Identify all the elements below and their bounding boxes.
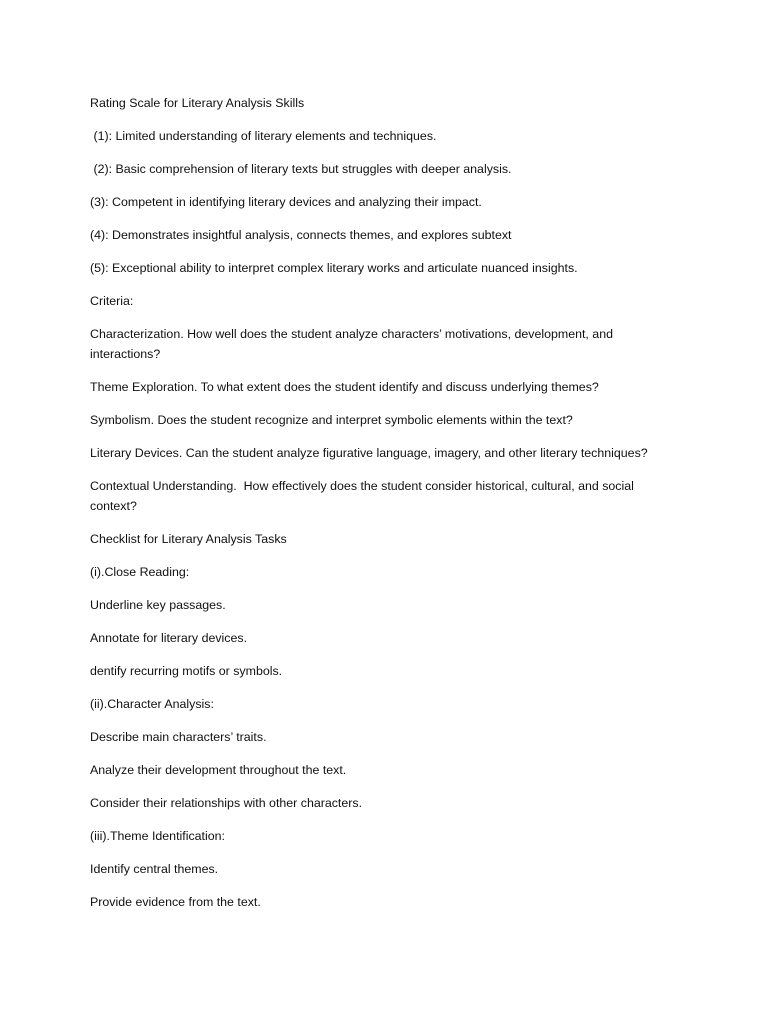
- close-reading-heading: (i).Close Reading:: [90, 565, 190, 579]
- criteria-literary-devices: Literary Devices. Can the student analyze figurative language, imagery, and other literary techniques?: [90, 446, 648, 460]
- criteria-symbolism: Symbolism. Does the student recognize and interpret symbolic elements within the text?: [90, 413, 573, 427]
- close-reading-item: dentify recurring motifs or symbols.: [90, 664, 283, 678]
- close-reading-item: Underline key passages.: [90, 598, 226, 612]
- character-analysis-item: Describe main characters’ traits.: [90, 730, 267, 744]
- rating-scale-item-2: (2): Basic comprehension of literary texts but struggles with deeper analysis.: [90, 162, 512, 176]
- criteria-heading: Criteria:: [90, 294, 134, 308]
- theme-identification-item: Provide evidence from the text.: [90, 895, 261, 909]
- checklist-heading: Checklist for Literary Analysis Tasks: [90, 532, 287, 546]
- rating-scale-item-1: (1): Limited understanding of literary elements and techniques.: [90, 129, 437, 143]
- rating-scale-item-4: (4): Demonstrates insightful analysis, connects themes, and explores subtext: [90, 228, 512, 242]
- theme-identification-item: Identify central themes.: [90, 862, 219, 876]
- character-analysis-item: Consider their relationships with other characters.: [90, 796, 363, 810]
- rating-scale-item-3: (3): Competent in identifying literary devices and analyzing their impact.: [90, 195, 482, 209]
- theme-identification-heading: (iii).Theme Identification:: [90, 829, 225, 843]
- rating-scale-item-5: (5): Exceptional ability to interpret complex literary works and articulate nuanced insights.: [90, 261, 578, 275]
- criteria-contextual-understanding: Contextual Understanding. How effectively does the student consider historical, cultural, and social context?: [90, 479, 638, 513]
- document-title: Rating Scale for Literary Analysis Skills: [90, 96, 305, 110]
- criteria-theme-exploration: Theme Exploration. To what extent does the student identify and discuss underlying themes?: [90, 380, 599, 394]
- criteria-characterization: Characterization. How well does the student analyze characters’ motivations, development, and interactions?: [90, 327, 617, 361]
- character-analysis-heading: (ii).Character Analysis:: [90, 697, 214, 711]
- close-reading-item: Annotate for literary devices.: [90, 631, 248, 645]
- document-body: [90, 93, 675, 925]
- character-analysis-item: Analyze their development throughout the text.: [90, 763, 347, 777]
